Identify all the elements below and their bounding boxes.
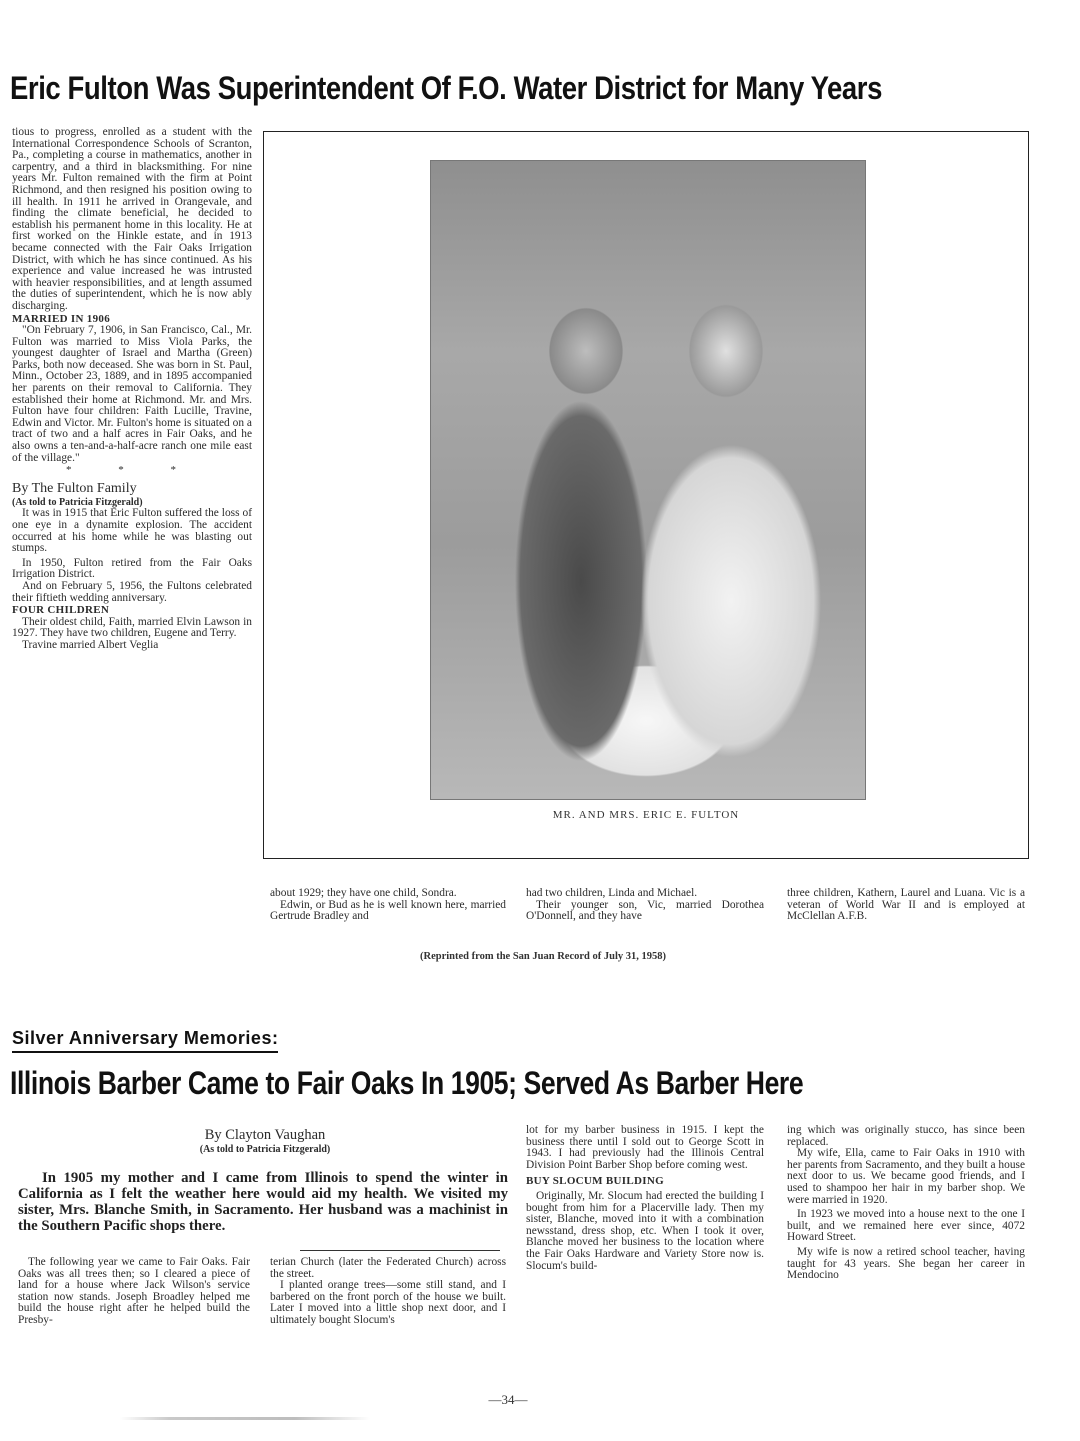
article1-column-1 bbox=[12, 127, 252, 652]
article2-column-4 bbox=[787, 1125, 1025, 1282]
section-stars: * * * bbox=[66, 464, 198, 477]
subhead-four-children: FOUR CHILDREN bbox=[12, 604, 110, 617]
divider-rule bbox=[300, 1250, 500, 1251]
article1-col1-paragraph: "On February 7, 1906, in San Francisco, Cal., Mr. Fulton was married to Miss Viola Parks, the youngest daughter of Israel and Martha (Green) Parks, both now deceased. She was born in St. Paul, Minn., October 23, 1889, and in 1895 accompanied her parents on their removal to California. They established their home at Richmond. Mr. and Mrs. Fulton have four children: Faith Lucille, Travine, Edwin and Victor. Mr. Fulton's home is situated on a tract of two and a half acres in Fair Oaks, and he also owns a ten-and-a-half-acre ranch one mile east of the village." bbox=[12, 324, 252, 464]
article2-byline-block bbox=[140, 1127, 390, 1155]
article1-column-4 bbox=[787, 888, 1025, 923]
article1-col2-paragraph: about 1929; they have one child, Sondra. bbox=[270, 887, 457, 899]
article2-column-1 bbox=[18, 1257, 250, 1327]
article2-col4-paragraph: My wife, Ella, came to Fair Oaks in 1910 with her parents from Sacramento, and they built a house next door to us. We became good friends, and I used to shampoo her hair in my barber shop. We were married in 1920. bbox=[787, 1147, 1025, 1206]
couple-photo bbox=[430, 160, 866, 800]
article1-column-3 bbox=[526, 888, 764, 923]
article2-byline-sub: (As told to Patricia Fitzgerald) bbox=[199, 1144, 331, 1155]
article2-col2-paragraph: I planted orange trees—some still stand, and I barbered on the front porch of the house we built. Later I moved into a little shop next door, and I ultimately bought Slocum's bbox=[270, 1279, 506, 1326]
subhead-buy-slocum: BUY SLOCUM BUILDING bbox=[526, 1175, 664, 1188]
article2-col3-paragraph: lot for my barber business in 1915. I kept the business there until I sold out to George Scott in 1943. I had previously had the Illinois Central Division Point Barber Shop before coming west. bbox=[526, 1124, 764, 1171]
article2-headline: Illinois Barber Came to Fair Oaks In 1905; Served As Barber Here bbox=[10, 1065, 804, 1101]
article1-col1-paragraph: Their oldest child, Faith, married Elvin Lawson in 1927. They have two children, Eugene and Terry. bbox=[12, 615, 252, 640]
article1-byline-sub: (As told to Patricia Fitzgerald) bbox=[12, 496, 143, 508]
section-label: Silver Anniversary Memories: bbox=[12, 1028, 278, 1053]
article2-column-3 bbox=[526, 1125, 764, 1272]
article2-lead: In 1905 my mother and I came from Illinois to spend the winter in California as I felt the weather here would aid my health. We visited my sister, Mrs. Blanche Smith, in Sacramento. Her husband was a machinist in the Southern Pacific shops there. bbox=[18, 1170, 508, 1234]
scan-smudge bbox=[120, 1417, 370, 1420]
article1-col3-paragraph: Their younger son, Vic, married Dorothea O'Donnell, and they have bbox=[526, 898, 764, 923]
article2-col1-paragraph: The following year we came to Fair Oaks. Fair Oaks was all trees then; so I cleared a piece of land for a house where Jack Wilson's service station now stands. Joseph Broadley helped me build the house right after he helped build the Presby- bbox=[18, 1256, 250, 1326]
article1-col1-paragraph: And on February 5, 1956, the Fultons celebrated their fiftieth wedding anniversary. bbox=[12, 579, 252, 604]
article2-col2-paragraph: terian Church (later the Federated Church) across the street. bbox=[270, 1256, 506, 1280]
article1-byline: By The Fulton Family bbox=[12, 480, 137, 496]
article2-col4-paragraph: My wife is now a retired school teacher, having taught for 43 years. She began her career in Mendocino bbox=[787, 1245, 1025, 1282]
article1-col4-paragraph: three children, Kathern, Laurel and Luana. Vic is a veteran of World War II and is employed at McClellan A.F.B. bbox=[787, 887, 1025, 923]
article2-column-2 bbox=[270, 1257, 506, 1327]
article1-col2-paragraph: Edwin, or Bud as he is well known here, married Gertrude Bradley and bbox=[270, 898, 506, 923]
article2-byline: By Clayton Vaughan bbox=[204, 1127, 326, 1143]
subhead-married: MARRIED IN 1906 bbox=[12, 312, 110, 325]
article2-col3-paragraph: Originally, Mr. Slocum had erected the building I bought from him for a Placerville lady. Then my sister, Blanche, moved into it with a combination newsstand, dress shop, etc. When I took it over, Blanche moved her business to the location where the Fair Oaks Hardware and Variety Store now is. Slocum's build- bbox=[526, 1189, 764, 1272]
article1-headline: Eric Fulton Was Superintendent Of F.O. Water District for Many Years bbox=[10, 70, 882, 106]
article1-col1-paragraph: In 1950, Fulton retired from the Fair Oaks Irrigation District. bbox=[12, 556, 252, 581]
article1-col1-paragraph: Travine married Albert Veglia bbox=[22, 638, 159, 651]
photo-caption: MR. AND MRS. ERIC E. FULTON bbox=[552, 809, 740, 821]
article2-col4-paragraph: In 1923 we moved into a house next to the one I built, and we remained here ever since, 4072 Howard Street. bbox=[787, 1208, 1025, 1244]
article1-col1-paragraph: tious to progress, enrolled as a student with the International Correspondence Schools of Scranton, Pa., completing a course in mathematics, another in carpentry, and a third in blacksmithing. For nine years Mr. Fulton remained with the firm at Point Richmond, and then resigned his position owing to ill health. In 1911 he arrived in Orangevale, and finding the climate beneficial, he decided to establish his permanent home in this locality. He at first worked on the Hinkle estate, and in 1913 became connected with the Fair Oaks Irrigation District, with which he has since continued. As his experience and value increased he was intrusted with heavier responsibilities, and at length assumed the duties of superintendent, which he is now ably discharging. bbox=[12, 126, 252, 312]
photo-frame bbox=[263, 131, 1029, 859]
article1-col1-paragraph: It was in 1915 that Eric Fulton suffered the loss of one eye in a dynamite explosion. The accident occurred at his home while he was blasting out stumps. bbox=[12, 507, 252, 555]
reprint-note: (Reprinted from the San Juan Record of July 31, 1958) bbox=[420, 951, 666, 962]
article2-col4-paragraph: ing which was originally stucco, has since been replaced. bbox=[787, 1124, 1025, 1148]
article1-col3-paragraph: had two children, Linda and Michael. bbox=[526, 887, 698, 899]
article1-column-2 bbox=[270, 888, 506, 923]
page-number: —34— bbox=[488, 1392, 528, 1407]
